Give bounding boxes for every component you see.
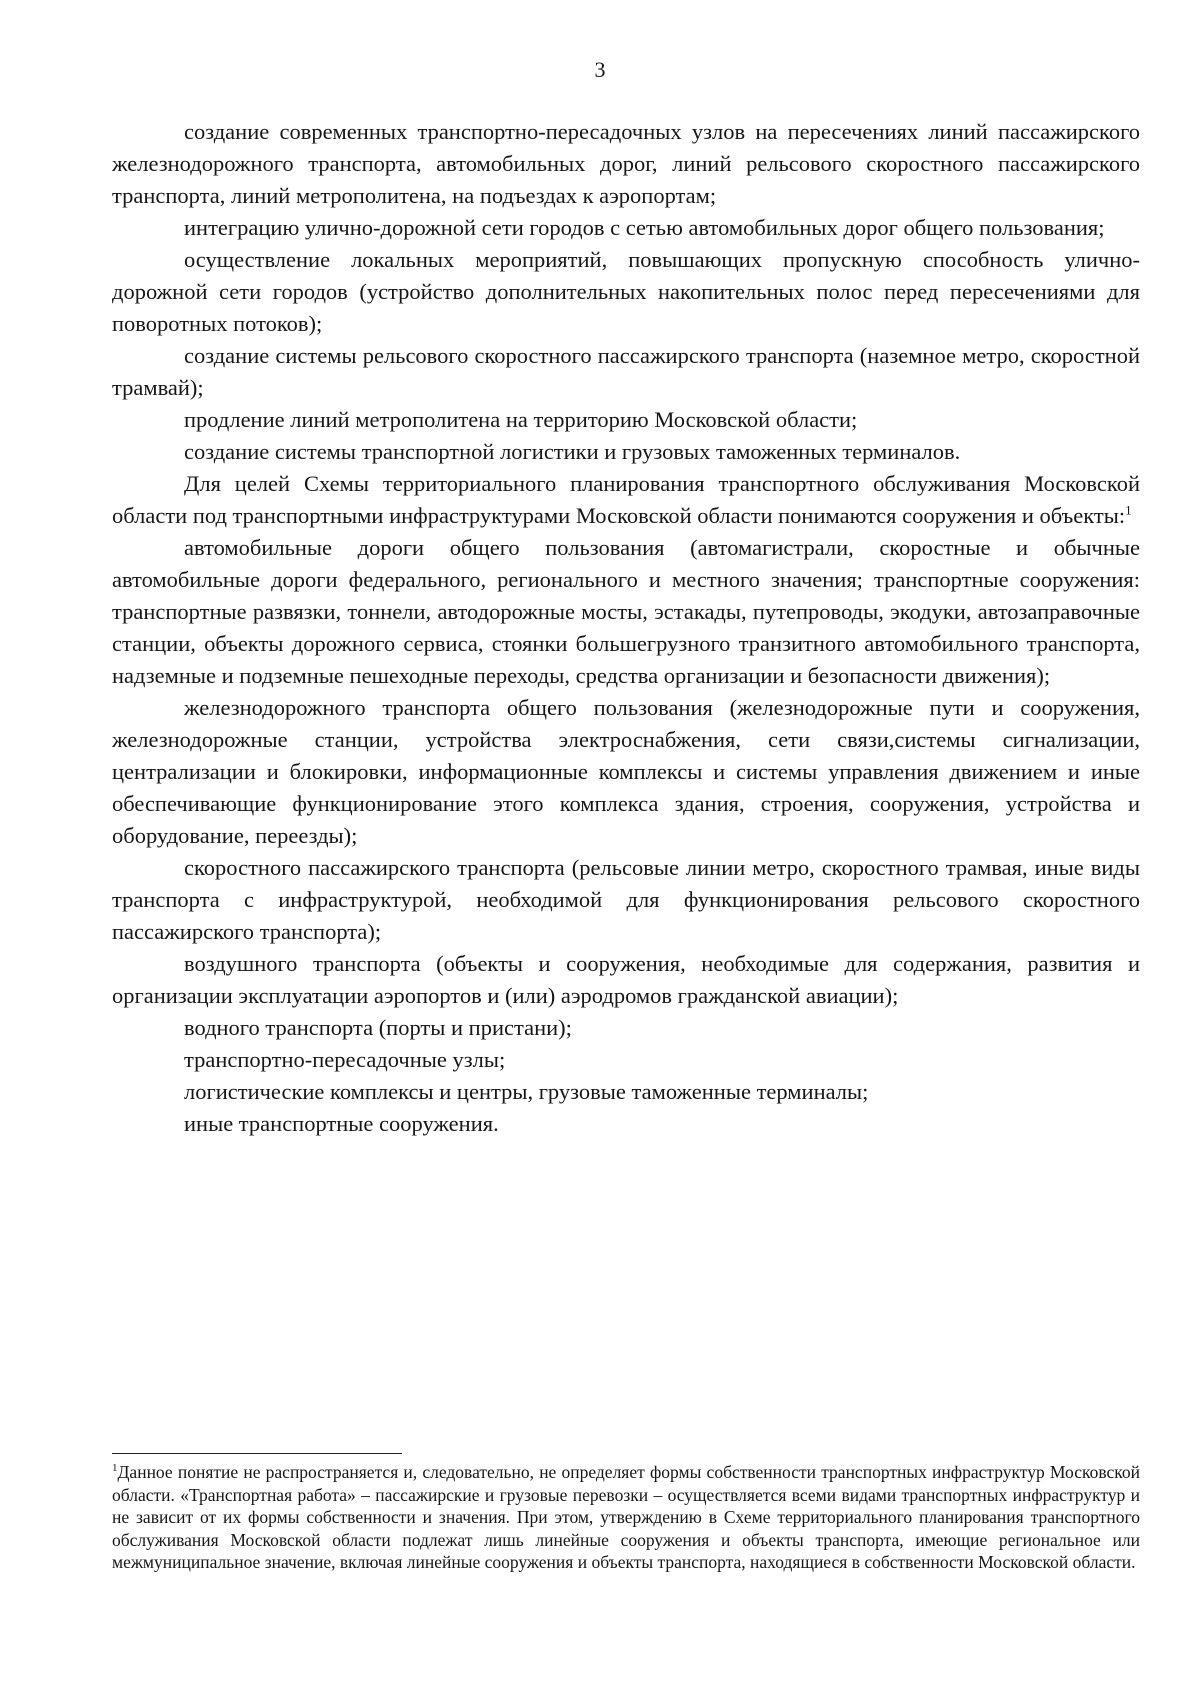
paragraph: создание системы рельсового скоростного пассажирского транспорта (наземное метро, скоростной трамвай); bbox=[112, 343, 1140, 400]
paragraph: создание современных транспортно-пересадочных узлов на пересечениях линий пассажирского железнодорожного транспорта, автомобильных дорог, линий рельсового скоростного пассажирского транспорта, линий метрополитена, на подъездах к аэропортам; bbox=[112, 119, 1140, 208]
footnote-reference: 1 bbox=[1125, 502, 1132, 518]
paragraph-text: Для целей Схемы территориального планирования транспортного обслуживания Московской области под транспортными инфраструктурами Московской области понимаются сооружения и объекты: bbox=[112, 471, 1140, 528]
paragraph: воздушного транспорта (объекты и сооружения, необходимые для содержания, развития и организации эксплуатации аэропортов и (или) аэродромов гражданской авиации); bbox=[112, 951, 1140, 1008]
paragraph: интеграцию улично-дорожной сети городов с сетью автомобильных дорог общего пользования; bbox=[184, 215, 1105, 240]
page-number: 3 bbox=[594, 57, 606, 82]
paragraph: продление линий метрополитена на территорию Московской области; bbox=[184, 407, 858, 432]
paragraph: железнодорожного транспорта общего пользования (железнодорожные пути и сооружения, железнодорожные станции, устройства электроснабжения, сети связи,системы сигнализации, централизации и блокировки, информационные комплексы и системы управления движением и иные обеспечивающие функционирование этого комплекса здания, строения, сооружения, устройства и оборудование, переезды); bbox=[112, 695, 1140, 848]
footnote-text: Данное понятие не распространяется и, следовательно, не определяет формы собственности транспортных инфраструктур Московской области. «Транспортная работа» – пассажирские и грузовые перевозки – осуществляется всеми видами транспортных инфраструктур и не зависит от их формы собственности и значения. При этом, утверждению в Схеме территориального планирования транспортного обслуживания Московской области подлежат лишь линейные сооружения и объекты транспорта, имеющие региональное или межмуниципальное значение, включая линейные сооружения и объекты транспорта, находящиеся в собственности Московской области. bbox=[112, 1462, 1140, 1572]
paragraph: скоростного пассажирского транспорта (рельсовые линии метро, скоростного трамвая, иные виды транспорта с инфраструктурой, необходимой для функционирования рельсового скоростного пассажирского транспорта); bbox=[112, 855, 1140, 944]
footnote bbox=[112, 1461, 1140, 1574]
footnote-separator bbox=[112, 1453, 402, 1454]
paragraph: автомобильные дороги общего пользования (автомагистрали, скоростные и обычные автомобильные дороги федерального, регионального и местного значения; транспортные сооружения: транспортные развязки, тоннели, автодорожные мосты, эстакады, путепроводы, экодуки, автозаправочные станции, объекты дорожного сервиса, стоянки большегрузного транзитного автомобильного транспорта, надземные и подземные пешеходные переходы, средства организации и безопасности движения); bbox=[112, 535, 1140, 688]
paragraph: логистические комплексы и центры, грузовые таможенные терминалы; bbox=[184, 1079, 869, 1104]
paragraph: осуществление локальных мероприятий, повышающих пропускную способность улично-дорожной сети городов (устройство дополнительных накопительных полос перед пересечениями для поворотных потоков); bbox=[112, 247, 1140, 336]
body-text bbox=[112, 116, 1140, 1140]
paragraph: транспортно-пересадочные узлы; bbox=[184, 1047, 506, 1072]
footnote-marker: 1 bbox=[112, 1462, 118, 1475]
paragraph: иные транспортные сооружения. bbox=[184, 1111, 499, 1136]
paragraph-with-footnote bbox=[112, 468, 1140, 532]
paragraph: водного транспорта (порты и пристани); bbox=[184, 1015, 572, 1040]
paragraph: создание системы транспортной логистики и грузовых таможенных терминалов. bbox=[184, 439, 961, 464]
